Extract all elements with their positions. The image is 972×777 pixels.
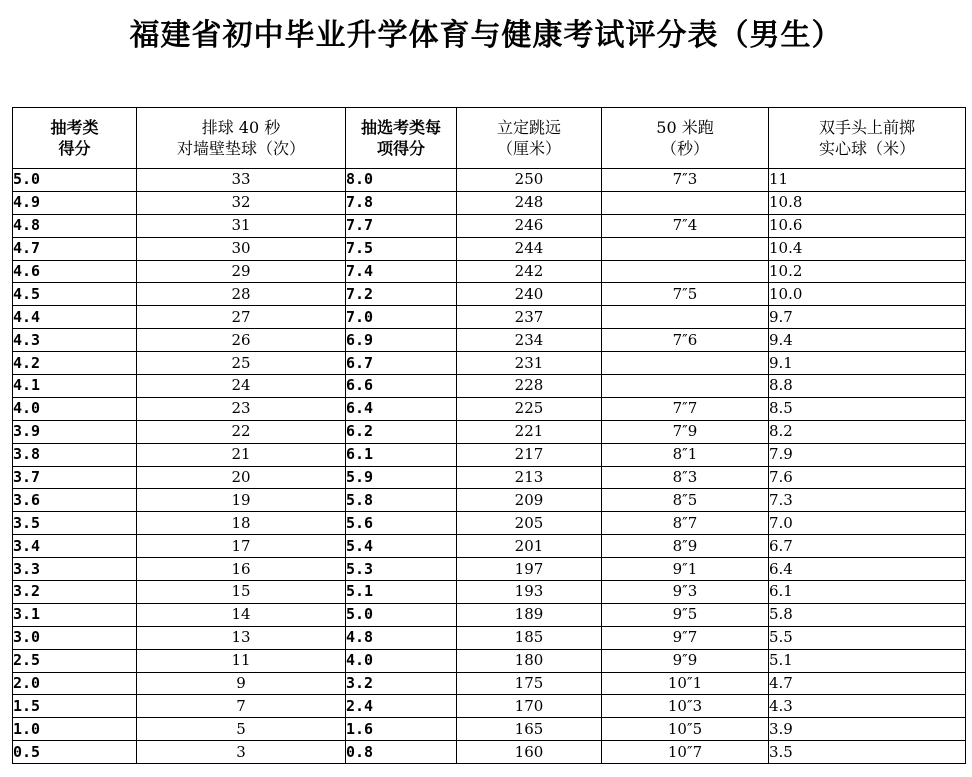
volleyball-cell: 33 bbox=[137, 169, 346, 192]
long-jump-cell: 160 bbox=[457, 741, 602, 764]
table-row bbox=[13, 741, 966, 764]
run-50m-cell: 8″9 bbox=[602, 535, 769, 558]
medicine-ball-cell: 8.2 bbox=[769, 420, 966, 443]
table-row bbox=[13, 352, 966, 375]
run-50m-cell: 9″5 bbox=[602, 603, 769, 626]
medicine-ball-cell: 7.6 bbox=[769, 466, 966, 489]
table-row bbox=[13, 169, 966, 192]
table-row bbox=[13, 283, 966, 306]
volleyball-cell: 9 bbox=[137, 672, 346, 695]
long-jump-cell: 209 bbox=[457, 489, 602, 512]
volleyball-cell: 22 bbox=[137, 420, 346, 443]
volleyball-cell: 5 bbox=[137, 718, 346, 741]
table-header-row bbox=[13, 108, 966, 169]
run-50m-cell bbox=[602, 306, 769, 329]
run-50m-cell: 8″1 bbox=[602, 443, 769, 466]
volleyball-cell: 20 bbox=[137, 466, 346, 489]
item-score-cell: 0.8 bbox=[346, 741, 457, 764]
table-row bbox=[13, 512, 966, 535]
item-score-cell: 6.7 bbox=[346, 352, 457, 375]
category-score-cell: 2.5 bbox=[13, 649, 137, 672]
table-row bbox=[13, 718, 966, 741]
table-row bbox=[13, 649, 966, 672]
volleyball-cell: 23 bbox=[137, 397, 346, 420]
table-row bbox=[13, 581, 966, 604]
table-row bbox=[13, 214, 966, 237]
run-50m-cell bbox=[602, 191, 769, 214]
medicine-ball-cell: 10.8 bbox=[769, 191, 966, 214]
volleyball-cell: 32 bbox=[137, 191, 346, 214]
category-score-cell: 3.1 bbox=[13, 603, 137, 626]
category-score-cell: 3.6 bbox=[13, 489, 137, 512]
category-score-cell: 3.7 bbox=[13, 466, 137, 489]
run-50m-cell: 10″7 bbox=[602, 741, 769, 764]
medicine-ball-cell: 10.4 bbox=[769, 237, 966, 260]
category-score-cell: 4.9 bbox=[13, 191, 137, 214]
volleyball-cell: 25 bbox=[137, 352, 346, 375]
table-row bbox=[13, 603, 966, 626]
medicine-ball-cell: 4.7 bbox=[769, 672, 966, 695]
header-volleyball: 排球 40 秒 对墙壁垫球（次） bbox=[137, 108, 346, 169]
long-jump-cell: 185 bbox=[457, 626, 602, 649]
category-score-cell: 4.6 bbox=[13, 260, 137, 283]
run-50m-cell bbox=[602, 352, 769, 375]
medicine-ball-cell: 9.7 bbox=[769, 306, 966, 329]
long-jump-cell: 165 bbox=[457, 718, 602, 741]
medicine-ball-cell: 5.8 bbox=[769, 603, 966, 626]
medicine-ball-cell: 7.3 bbox=[769, 489, 966, 512]
category-score-cell: 3.3 bbox=[13, 558, 137, 581]
long-jump-cell: 189 bbox=[457, 603, 602, 626]
item-score-cell: 5.4 bbox=[346, 535, 457, 558]
table-row bbox=[13, 260, 966, 283]
item-score-cell: 5.8 bbox=[346, 489, 457, 512]
run-50m-cell: 9″1 bbox=[602, 558, 769, 581]
long-jump-cell: 244 bbox=[457, 237, 602, 260]
medicine-ball-cell: 8.8 bbox=[769, 375, 966, 398]
volleyball-cell: 16 bbox=[137, 558, 346, 581]
volleyball-cell: 15 bbox=[137, 581, 346, 604]
table-row bbox=[13, 695, 966, 718]
run-50m-cell: 7″7 bbox=[602, 397, 769, 420]
run-50m-cell bbox=[602, 237, 769, 260]
volleyball-cell: 13 bbox=[137, 626, 346, 649]
volleyball-cell: 27 bbox=[137, 306, 346, 329]
long-jump-cell: 250 bbox=[457, 169, 602, 192]
category-score-cell: 3.8 bbox=[13, 443, 137, 466]
volleyball-cell: 18 bbox=[137, 512, 346, 535]
medicine-ball-cell: 10.0 bbox=[769, 283, 966, 306]
header-medicine-ball: 双手头上前掷 实心球（米） bbox=[769, 108, 966, 169]
volleyball-cell: 31 bbox=[137, 214, 346, 237]
long-jump-cell: 213 bbox=[457, 466, 602, 489]
run-50m-cell: 8″3 bbox=[602, 466, 769, 489]
medicine-ball-cell: 6.7 bbox=[769, 535, 966, 558]
long-jump-cell: 205 bbox=[457, 512, 602, 535]
category-score-cell: 4.1 bbox=[13, 375, 137, 398]
long-jump-cell: 197 bbox=[457, 558, 602, 581]
category-score-cell: 5.0 bbox=[13, 169, 137, 192]
medicine-ball-cell: 6.1 bbox=[769, 581, 966, 604]
item-score-cell: 5.1 bbox=[346, 581, 457, 604]
header-long-jump: 立定跳远 （厘米） bbox=[457, 108, 602, 169]
category-score-cell: 4.2 bbox=[13, 352, 137, 375]
volleyball-cell: 21 bbox=[137, 443, 346, 466]
run-50m-cell: 7″3 bbox=[602, 169, 769, 192]
medicine-ball-cell: 6.4 bbox=[769, 558, 966, 581]
medicine-ball-cell: 9.1 bbox=[769, 352, 966, 375]
table-row bbox=[13, 237, 966, 260]
page-title: 福建省初中毕业升学体育与健康考试评分表（男生） bbox=[129, 18, 843, 53]
long-jump-cell: 231 bbox=[457, 352, 602, 375]
run-50m-cell: 7″9 bbox=[602, 420, 769, 443]
long-jump-cell: 242 bbox=[457, 260, 602, 283]
volleyball-cell: 26 bbox=[137, 329, 346, 352]
item-score-cell: 2.4 bbox=[346, 695, 457, 718]
item-score-cell: 7.7 bbox=[346, 214, 457, 237]
item-score-cell: 7.8 bbox=[346, 191, 457, 214]
category-score-cell: 4.3 bbox=[13, 329, 137, 352]
table-row bbox=[13, 306, 966, 329]
long-jump-cell: 180 bbox=[457, 649, 602, 672]
medicine-ball-cell: 9.4 bbox=[769, 329, 966, 352]
medicine-ball-cell: 5.1 bbox=[769, 649, 966, 672]
volleyball-cell: 14 bbox=[137, 603, 346, 626]
medicine-ball-cell: 3.5 bbox=[769, 741, 966, 764]
item-score-cell: 6.1 bbox=[346, 443, 457, 466]
item-score-cell: 8.0 bbox=[346, 169, 457, 192]
table-row bbox=[13, 191, 966, 214]
item-score-cell: 5.3 bbox=[346, 558, 457, 581]
header-item-score: 抽选考类每 项得分 bbox=[346, 108, 457, 169]
long-jump-cell: 240 bbox=[457, 283, 602, 306]
medicine-ball-cell: 11 bbox=[769, 169, 966, 192]
category-score-cell: 3.2 bbox=[13, 581, 137, 604]
item-score-cell: 4.0 bbox=[346, 649, 457, 672]
volleyball-cell: 30 bbox=[137, 237, 346, 260]
table-row bbox=[13, 397, 966, 420]
run-50m-cell: 7″6 bbox=[602, 329, 769, 352]
table-row bbox=[13, 535, 966, 558]
run-50m-cell: 10″5 bbox=[602, 718, 769, 741]
table-row bbox=[13, 329, 966, 352]
table-row bbox=[13, 489, 966, 512]
medicine-ball-cell: 10.6 bbox=[769, 214, 966, 237]
item-score-cell: 5.9 bbox=[346, 466, 457, 489]
category-score-cell: 3.0 bbox=[13, 626, 137, 649]
long-jump-cell: 248 bbox=[457, 191, 602, 214]
long-jump-cell: 234 bbox=[457, 329, 602, 352]
category-score-cell: 4.4 bbox=[13, 306, 137, 329]
volleyball-cell: 19 bbox=[137, 489, 346, 512]
medicine-ball-cell: 7.9 bbox=[769, 443, 966, 466]
category-score-cell: 1.5 bbox=[13, 695, 137, 718]
item-score-cell: 7.2 bbox=[346, 283, 457, 306]
category-score-cell: 4.0 bbox=[13, 397, 137, 420]
table-row bbox=[13, 626, 966, 649]
volleyball-cell: 3 bbox=[137, 741, 346, 764]
category-score-cell: 0.5 bbox=[13, 741, 137, 764]
item-score-cell: 6.4 bbox=[346, 397, 457, 420]
long-jump-cell: 170 bbox=[457, 695, 602, 718]
long-jump-cell: 175 bbox=[457, 672, 602, 695]
volleyball-cell: 24 bbox=[137, 375, 346, 398]
item-score-cell: 6.9 bbox=[346, 329, 457, 352]
long-jump-cell: 237 bbox=[457, 306, 602, 329]
medicine-ball-cell: 7.0 bbox=[769, 512, 966, 535]
category-score-cell: 4.5 bbox=[13, 283, 137, 306]
item-score-cell: 1.6 bbox=[346, 718, 457, 741]
item-score-cell: 6.6 bbox=[346, 375, 457, 398]
item-score-cell: 4.8 bbox=[346, 626, 457, 649]
volleyball-cell: 28 bbox=[137, 283, 346, 306]
item-score-cell: 6.2 bbox=[346, 420, 457, 443]
run-50m-cell bbox=[602, 375, 769, 398]
run-50m-cell: 10″1 bbox=[602, 672, 769, 695]
table-row bbox=[13, 466, 966, 489]
long-jump-cell: 246 bbox=[457, 214, 602, 237]
run-50m-cell: 9″7 bbox=[602, 626, 769, 649]
table-row bbox=[13, 375, 966, 398]
header-category-score: 抽考类 得分 bbox=[13, 108, 137, 169]
medicine-ball-cell: 4.3 bbox=[769, 695, 966, 718]
long-jump-cell: 201 bbox=[457, 535, 602, 558]
run-50m-cell: 7″5 bbox=[602, 283, 769, 306]
category-score-cell: 3.5 bbox=[13, 512, 137, 535]
volleyball-cell: 11 bbox=[137, 649, 346, 672]
run-50m-cell: 9″9 bbox=[602, 649, 769, 672]
run-50m-cell bbox=[602, 260, 769, 283]
item-score-cell: 5.6 bbox=[346, 512, 457, 535]
category-score-cell: 2.0 bbox=[13, 672, 137, 695]
category-score-cell: 3.4 bbox=[13, 535, 137, 558]
header-50m-run: 50 米跑 （秒） bbox=[602, 108, 769, 169]
long-jump-cell: 228 bbox=[457, 375, 602, 398]
category-score-cell: 1.0 bbox=[13, 718, 137, 741]
long-jump-cell: 217 bbox=[457, 443, 602, 466]
run-50m-cell: 9″3 bbox=[602, 581, 769, 604]
run-50m-cell: 10″3 bbox=[602, 695, 769, 718]
medicine-ball-cell: 3.9 bbox=[769, 718, 966, 741]
table-row bbox=[13, 558, 966, 581]
medicine-ball-cell: 10.2 bbox=[769, 260, 966, 283]
item-score-cell: 7.0 bbox=[346, 306, 457, 329]
scoring-table bbox=[12, 107, 966, 764]
run-50m-cell: 8″7 bbox=[602, 512, 769, 535]
item-score-cell: 7.4 bbox=[346, 260, 457, 283]
long-jump-cell: 193 bbox=[457, 581, 602, 604]
long-jump-cell: 225 bbox=[457, 397, 602, 420]
run-50m-cell: 7″4 bbox=[602, 214, 769, 237]
long-jump-cell: 221 bbox=[457, 420, 602, 443]
volleyball-cell: 29 bbox=[137, 260, 346, 283]
category-score-cell: 3.9 bbox=[13, 420, 137, 443]
category-score-cell: 4.8 bbox=[13, 214, 137, 237]
item-score-cell: 5.0 bbox=[346, 603, 457, 626]
volleyball-cell: 17 bbox=[137, 535, 346, 558]
table-row bbox=[13, 672, 966, 695]
category-score-cell: 4.7 bbox=[13, 237, 137, 260]
run-50m-cell: 8″5 bbox=[602, 489, 769, 512]
item-score-cell: 7.5 bbox=[346, 237, 457, 260]
medicine-ball-cell: 8.5 bbox=[769, 397, 966, 420]
volleyball-cell: 7 bbox=[137, 695, 346, 718]
table-row bbox=[13, 443, 966, 466]
medicine-ball-cell: 5.5 bbox=[769, 626, 966, 649]
table-row bbox=[13, 420, 966, 443]
item-score-cell: 3.2 bbox=[346, 672, 457, 695]
